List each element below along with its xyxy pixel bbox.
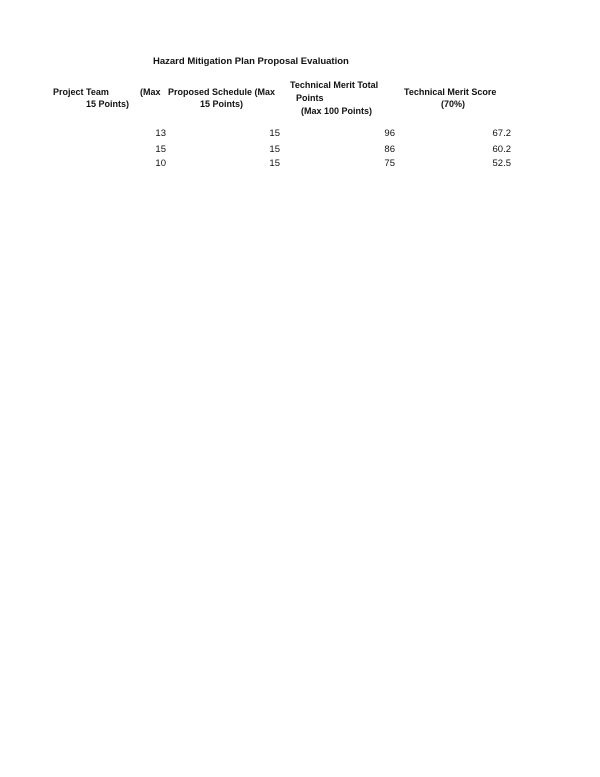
page-title: Hazard Mitigation Plan Proposal Evaluation [153,56,349,67]
cell-total: 96 [384,128,395,139]
cell-total: 75 [384,158,395,169]
cell-schedule: 15 [269,144,280,155]
cell-score: 67.2 [492,128,511,139]
header-schedule-points: 15 Points) [200,99,244,109]
header-merit-total-max: (Max 100 Points) [301,106,373,116]
header-project-team: Project Team [53,87,109,97]
header-merit-total-points: Points [296,93,324,103]
cell-team: 10 [155,158,166,169]
cell-team: 15 [155,144,166,155]
header-merit-score-percent: (70%) [441,99,466,109]
header-project-team-points: 15 Points) [86,99,130,109]
header-merit-total: Technical Merit Total [290,80,379,90]
header-merit-score: Technical Merit Score [404,87,497,97]
cell-schedule: 15 [269,128,280,139]
cell-score: 60.2 [492,144,511,155]
cell-team: 13 [155,128,166,139]
cell-total: 86 [384,144,395,155]
header-project-team-max: (Max [140,87,161,97]
cell-schedule: 15 [269,158,280,169]
cell-score: 52.5 [492,158,511,169]
header-schedule: Proposed Schedule (Max [168,87,276,97]
